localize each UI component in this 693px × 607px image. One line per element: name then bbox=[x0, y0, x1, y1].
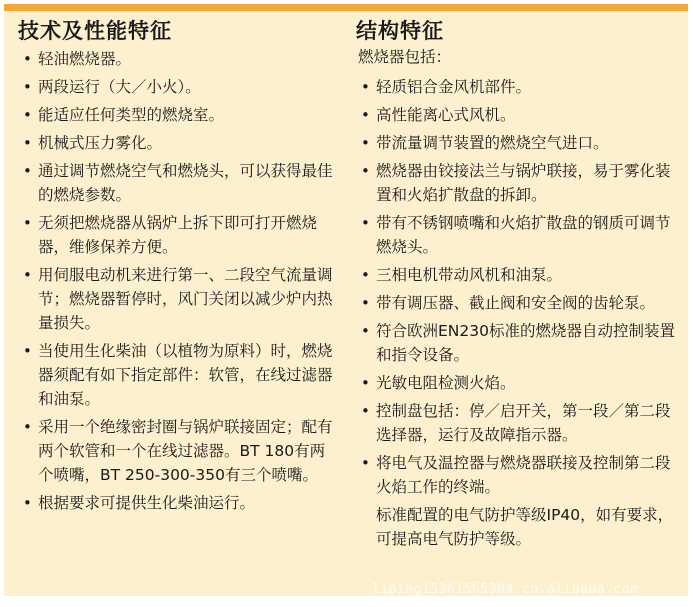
list-item-text: 机械式压力雾化。 bbox=[38, 134, 163, 152]
structure-column bbox=[356, 18, 682, 551]
list-item-text: 根据要求可提供生化柴油运行。 bbox=[38, 494, 256, 512]
list-item-text: 带流量调节装置的燃烧空气进口。 bbox=[376, 134, 609, 152]
bullet-icon: • bbox=[361, 454, 370, 472]
bullet-icon: • bbox=[361, 374, 370, 392]
bullet-icon: • bbox=[23, 134, 32, 152]
protection-note: 标准配置的电气防护等级IP40，如有要求，可提高电气防护等级。 bbox=[376, 506, 674, 548]
list-item bbox=[356, 159, 682, 207]
list-item bbox=[18, 339, 340, 411]
bullet-icon: • bbox=[23, 162, 32, 180]
features-column bbox=[18, 18, 340, 519]
bullet-icon: • bbox=[23, 50, 32, 68]
list-item bbox=[356, 319, 682, 367]
list-item-text: 燃烧器由铰接法兰与锅炉联接，易于雾化装置和火焰扩散盘的拆卸。 bbox=[376, 162, 671, 204]
list-item-text: 轻质铝合金风机部件。 bbox=[376, 78, 532, 96]
list-item-text: 通过调节燃烧空气和燃烧头，可以获得最佳的燃烧参数。 bbox=[38, 162, 333, 204]
list-item-text: 采用一个绝缘密封圈与锅炉联接固定；配有两个软管和一个在线过滤器。BT 180有两个喷嘴，BT 250-300-350有三个喷嘴。 bbox=[38, 418, 333, 484]
list-item bbox=[18, 159, 340, 207]
list-item bbox=[18, 211, 340, 259]
list-item bbox=[356, 131, 682, 155]
features-title: 技术及性能特征 bbox=[18, 19, 172, 43]
list-item bbox=[18, 131, 340, 155]
list-item bbox=[356, 451, 682, 499]
list-item-text: 两段运行（大／小火）。 bbox=[38, 78, 201, 96]
list-item-text: 符合欧洲EN230标准的燃烧器自动控制装置和指令设备。 bbox=[376, 322, 675, 364]
bullet-icon: • bbox=[361, 162, 370, 180]
list-item-text: 光敏电阻检测火焰。 bbox=[376, 374, 516, 392]
bullet-icon: • bbox=[23, 78, 32, 96]
list-item bbox=[18, 415, 340, 487]
bullet-icon: • bbox=[23, 418, 32, 436]
list-item bbox=[356, 211, 682, 259]
list-item bbox=[356, 371, 682, 395]
list-item-text: 带有不锈钢喷嘴和火焰扩散盘的钢质可调节燃烧头。 bbox=[376, 214, 671, 256]
bullet-icon: • bbox=[23, 214, 32, 232]
bullet-icon: • bbox=[361, 266, 370, 284]
structure-list bbox=[356, 75, 682, 499]
bullet-icon: • bbox=[23, 494, 32, 512]
structure-title: 结构特征 bbox=[356, 19, 444, 43]
bullet-icon: • bbox=[361, 214, 370, 232]
list-item bbox=[18, 103, 340, 127]
features-list bbox=[18, 47, 340, 515]
list-item-text: 带有调压器、截止阀和安全阀的齿轮泵。 bbox=[376, 294, 656, 312]
spec-panel bbox=[4, 4, 688, 596]
list-item bbox=[356, 399, 682, 447]
bullet-icon: • bbox=[361, 106, 370, 124]
list-item-text: 轻油燃烧器。 bbox=[38, 50, 132, 68]
list-item bbox=[18, 75, 340, 99]
list-item-text: 能适应任何类型的燃烧室。 bbox=[38, 106, 225, 124]
list-item-text: 高性能离心式风机。 bbox=[376, 106, 516, 124]
top-accent-bar bbox=[4, 4, 688, 11]
bullet-icon: • bbox=[361, 402, 370, 420]
list-item bbox=[356, 103, 682, 127]
list-item bbox=[356, 263, 682, 287]
bullet-icon: • bbox=[361, 134, 370, 152]
watermark: liping15361565304.cn.alibaba.com bbox=[372, 582, 639, 597]
bullet-icon: • bbox=[23, 106, 32, 124]
list-item bbox=[356, 75, 682, 99]
list-item-text: 将电气及温控器与燃烧器联接及控制第二段火焰工作的终端。 bbox=[376, 454, 671, 496]
list-item-text: 三相电机带动风机和油泵。 bbox=[376, 266, 563, 284]
list-item bbox=[356, 291, 682, 315]
list-item-text: 用伺服电动机来进行第一、二段空气流量调节；燃烧器暂停时，风门关闭以减少炉内热量损失。 bbox=[38, 266, 333, 332]
list-item bbox=[18, 491, 340, 515]
list-item-text: 无须把燃烧器从锅炉上拆下即可打开燃烧器，维修保养方便。 bbox=[38, 214, 318, 256]
bullet-icon: • bbox=[23, 266, 32, 284]
list-item bbox=[18, 263, 340, 335]
list-item-text: 当使用生化柴油（以植物为原料）时，燃烧器须配有如下指定部件：软管，在线过滤器和油泵。 bbox=[38, 342, 333, 408]
list-item bbox=[18, 47, 340, 71]
bullet-icon: • bbox=[23, 342, 32, 360]
structure-intro: 燃烧器包括： bbox=[358, 48, 452, 66]
bullet-icon: • bbox=[361, 322, 370, 340]
list-item-text: 控制盘包括：停／启开关，第一段／第二段选择器，运行及故障指示器。 bbox=[376, 402, 671, 444]
bullet-icon: • bbox=[361, 294, 370, 312]
bullet-icon: • bbox=[361, 78, 370, 96]
